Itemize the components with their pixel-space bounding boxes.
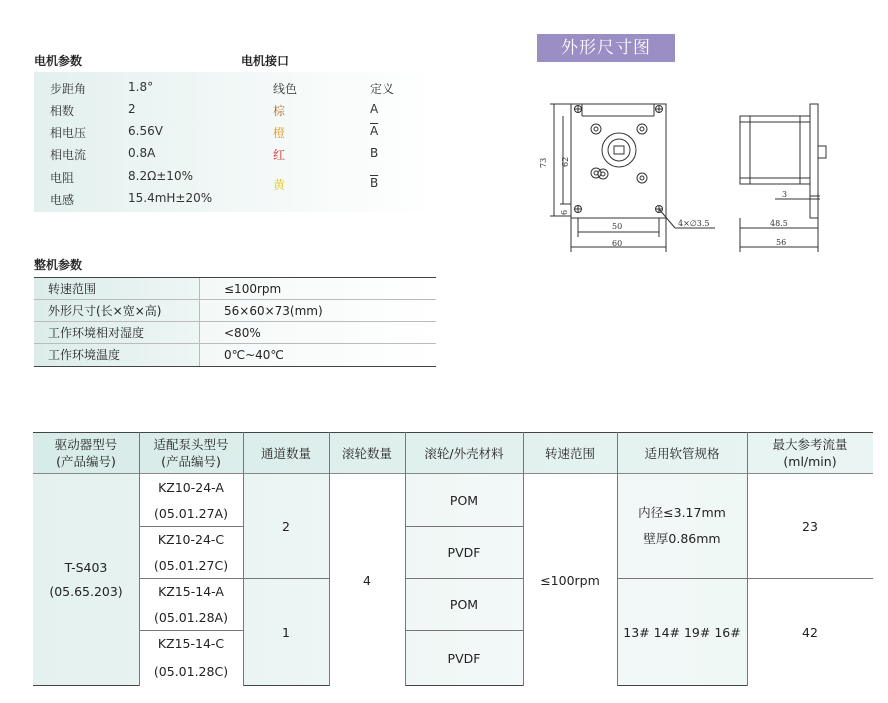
table-row bbox=[34, 278, 436, 300]
header-flow: 最大参考流量 (ml/min) bbox=[772, 437, 848, 469]
machine-param-value: ≤100rpm bbox=[200, 278, 436, 299]
param-label: 相数 bbox=[50, 104, 75, 118]
param-label: 相电压 bbox=[50, 126, 87, 140]
motor-interface-title: 电机接口 bbox=[241, 54, 290, 68]
header-rollers: 滚轮数量 bbox=[341, 445, 392, 461]
dim-73: 73 bbox=[539, 157, 548, 168]
material: POM bbox=[449, 492, 479, 508]
dimension-drawing bbox=[530, 92, 860, 262]
dim-48-5: 48.5 bbox=[770, 219, 788, 228]
param-label: 电阻 bbox=[50, 171, 75, 185]
machine-param-value: 56×60×73(mm) bbox=[200, 300, 436, 321]
dim-6: 6 bbox=[560, 209, 569, 215]
pump-model: KZ15-14-A bbox=[158, 583, 224, 599]
header-driver-model: 驱动器型号 (产品编号) bbox=[54, 437, 118, 469]
dim-holes: 4×∅3.5 bbox=[678, 219, 710, 228]
pump-model: KZ15-14-C bbox=[157, 635, 225, 651]
driver-model-cell: T-S403 (05.65.203) bbox=[49, 560, 123, 599]
param-value: 15.4mH±20% bbox=[128, 191, 213, 205]
param-value: 1.8° bbox=[128, 80, 154, 94]
machine-param-value: 0℃~40℃ bbox=[200, 344, 436, 366]
wire-color-brown: 棕 bbox=[273, 104, 286, 118]
header-material: 滚轮/外壳材料 bbox=[424, 445, 504, 461]
wire-color-orange: 橙 bbox=[273, 126, 286, 140]
speed-range: ≤100rpm bbox=[540, 572, 600, 588]
header-channels: 通道数量 bbox=[260, 445, 311, 461]
param-label: 步距角 bbox=[50, 82, 87, 96]
wire-color-yellow: 黄 bbox=[273, 178, 286, 192]
dimension-drawing-title: 外形尺寸图 bbox=[537, 34, 675, 62]
machine-param-value: <80% bbox=[200, 322, 436, 343]
param-label: 相电流 bbox=[50, 148, 87, 162]
wire-color-red: 红 bbox=[273, 148, 286, 162]
pump-code: (05.01.28A) bbox=[154, 609, 228, 625]
machine-params-table bbox=[34, 277, 436, 367]
param-value: 2 bbox=[128, 102, 136, 116]
header-pump-model: 适配泵头型号 (产品编号) bbox=[153, 437, 229, 469]
machine-param-label: 转速范围 bbox=[34, 278, 200, 299]
param-label: 电感 bbox=[50, 193, 75, 207]
wire-def: $\overline{B}$ bbox=[370, 176, 379, 190]
interface-header-def: 定义 bbox=[370, 82, 395, 96]
header-speed: 转速范围 bbox=[544, 445, 595, 461]
shaft-boss-icon bbox=[602, 133, 636, 167]
pump-code: (05.01.28C) bbox=[153, 663, 229, 679]
param-value: 6.56V bbox=[128, 124, 163, 138]
machine-param-label: 工作环境相对湿度 bbox=[34, 322, 200, 343]
pump-code: (05.01.27C) bbox=[153, 557, 229, 573]
channel-count: 2 bbox=[282, 518, 290, 534]
material: POM bbox=[449, 596, 479, 612]
max-flow: 23 bbox=[802, 518, 818, 534]
dim-50: 50 bbox=[612, 222, 623, 231]
dim-3: 3 bbox=[782, 190, 788, 199]
machine-params-title: 整机参数 bbox=[34, 258, 83, 272]
wire-def: $\overline{A}$ bbox=[370, 124, 379, 138]
param-value: 0.8A bbox=[128, 146, 156, 160]
max-flow: 42 bbox=[802, 624, 818, 640]
machine-param-label: 工作环境温度 bbox=[34, 344, 200, 366]
wire-def: A bbox=[370, 102, 379, 116]
table-row bbox=[34, 300, 436, 322]
wire-def: B bbox=[370, 146, 379, 160]
tubing-spec: 13# 14# 19# 16# bbox=[623, 624, 741, 640]
table-row bbox=[34, 344, 436, 366]
interface-header-color: 线色 bbox=[273, 82, 298, 96]
material: PVDF bbox=[447, 650, 481, 666]
roller-count: 4 bbox=[363, 572, 371, 588]
channel-count: 1 bbox=[282, 624, 290, 640]
pump-model: KZ10-24-C bbox=[157, 531, 225, 547]
header-tubing: 适用软管规格 bbox=[644, 445, 720, 461]
dim-62: 62 bbox=[561, 156, 570, 167]
motor-params-title: 电机参数 bbox=[34, 54, 83, 68]
product-table bbox=[33, 432, 873, 686]
table-row bbox=[34, 322, 436, 344]
machine-param-label: 外形尺寸(长×宽×高) bbox=[34, 300, 200, 321]
param-value: 8.2Ω±10% bbox=[128, 169, 193, 183]
material: PVDF bbox=[447, 544, 481, 560]
tubing-spec: 内径≤3.17mm 壁厚0.86mm bbox=[638, 505, 726, 546]
pump-code: (05.01.27A) bbox=[154, 505, 228, 521]
dim-56: 56 bbox=[776, 238, 787, 247]
pump-model: KZ10-24-A bbox=[158, 479, 224, 495]
dim-60: 60 bbox=[612, 239, 623, 248]
